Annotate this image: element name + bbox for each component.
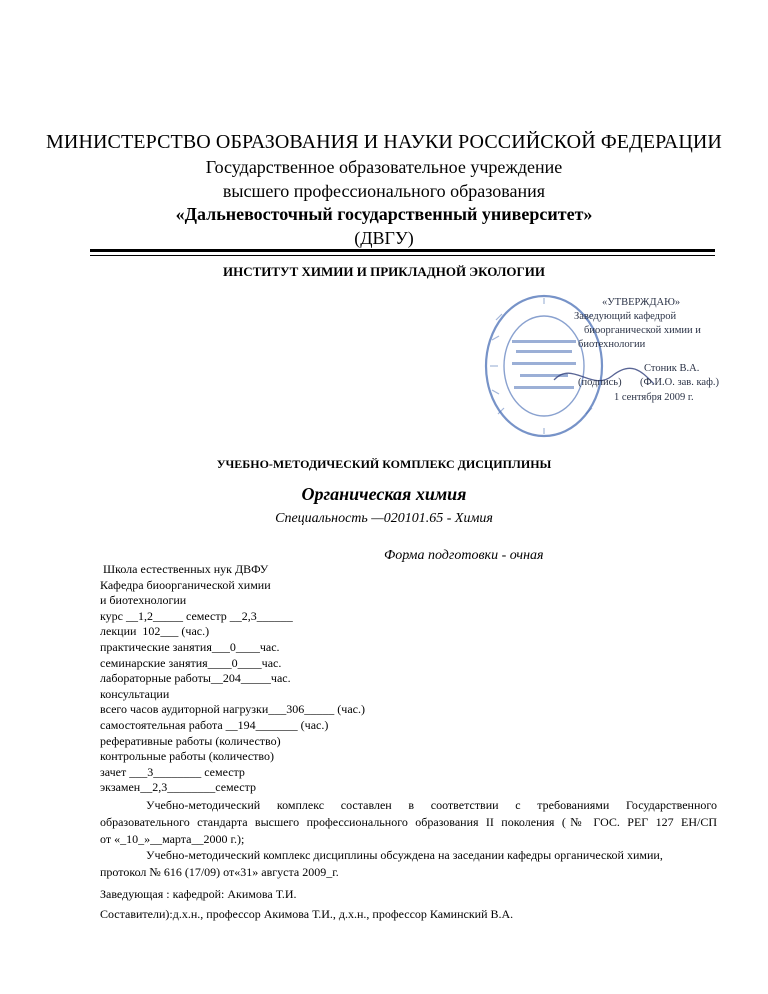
detail-line: Кафедра биоорганической химии: [100, 577, 271, 592]
detail-line: лекции 102___ (час.): [100, 624, 210, 639]
standard-compliance-paragraph: [100, 797, 717, 848]
complex-title: УЧЕБНО-МЕТОДИЧЕСКИЙ КОМПЛЕКС ДИСЦИПЛИНЫ: [216, 457, 552, 471]
stamp-date: 1 сентября 2009 г.: [614, 392, 694, 403]
university-abbreviation: (ДВГУ): [354, 228, 414, 248]
department-head: Заведующая : кафедрой: Акимова Т.И.: [100, 887, 297, 901]
authors: Составители):д.х.н., профессор Акимова Т.И., д.х.н., профессор Каминский В.А.: [100, 907, 514, 921]
detail-line: всего часов аудиторной нагрузки___306_____ (час.): [100, 702, 365, 717]
ministry-heading: МИНИСТЕРСТВО ОБРАЗОВАНИЯ И НАУКИ РОССИЙСКОЙ ФЕДЕРАЦИИ: [46, 131, 722, 153]
stamp-head-title: Заведующий кафедрой: [574, 311, 677, 322]
paragraph-line: протокол № 616 (17/09) от«31» августа 2009_г.: [100, 865, 339, 879]
detail-line: семинарские занятия____0____час.: [100, 655, 282, 670]
detail-line: реферативные работы (количество): [100, 733, 281, 748]
header-divider-thick: [90, 249, 715, 252]
detail-line: лабораторные работы__204_____час.: [100, 671, 291, 686]
paragraph-line: от «_10_»__марта__2000 г.);: [100, 832, 245, 846]
detail-line: самостоятельная работа __194_______ (час.): [100, 717, 329, 732]
stamp-approve-label: «УТВЕРЖДАЮ»: [602, 297, 681, 308]
detail-line: Школа естественных нук ДВФУ: [100, 562, 269, 576]
study-form: Форма подготовки - очная: [384, 548, 544, 563]
detail-line: и биотехнологии: [100, 593, 187, 608]
specialty: Специальность —020101.65 - Химия: [275, 511, 493, 526]
detail-line: экзамен__2,3________семестр: [100, 780, 256, 795]
detail-line: курс __1,2_____ семестр __2,3______: [100, 608, 293, 623]
detail-line: зачет ___3________ семестр: [100, 764, 245, 779]
stamp-signature-caption: (подпись): [578, 377, 622, 388]
institution-type-line2: высшего профессионального образования: [222, 181, 546, 201]
course-details: [100, 562, 365, 796]
institute-name: ИНСТИТУТ ХИМИИ И ПРИКЛАДНОЙ ЭКОЛОГИИ: [222, 264, 545, 279]
approval-stamp: [482, 280, 722, 440]
detail-line: контрольные работы (количество): [100, 749, 275, 764]
detail-line: практические занятия___0____час.: [100, 639, 280, 654]
stamp-name-caption: (Ф.И.О. зав. каф.): [640, 377, 720, 388]
paragraph-line: образовательного стандарта высшего профессионального образования II поколения (№ ГОС. РЕГ 127 ЕН/СП: [100, 815, 717, 829]
institution-type-line1: Государственное образовательное учреждение: [205, 157, 563, 177]
header-divider-thin: [90, 255, 715, 256]
paragraph-line: Учебно-методический комплекс дисциплины обсуждена на заседании кафедры органической химии,: [146, 848, 663, 862]
university-name: «Дальневосточный государственный университет»: [175, 204, 593, 224]
stamp-department: биоорганической химии и: [584, 325, 701, 336]
paragraph-line: Учебно-методический комплекс составлен в соответствии с требованиями Государственного: [146, 798, 717, 812]
discipline-name: Органическая химия: [301, 484, 467, 504]
stamp-department-cont: биотехнологии: [578, 339, 646, 350]
stamp-signer-name: Стоник В.А.: [644, 363, 700, 374]
detail-line: консультации: [100, 686, 170, 701]
signatures-block: [100, 884, 513, 924]
department-meeting-paragraph: [100, 847, 717, 881]
